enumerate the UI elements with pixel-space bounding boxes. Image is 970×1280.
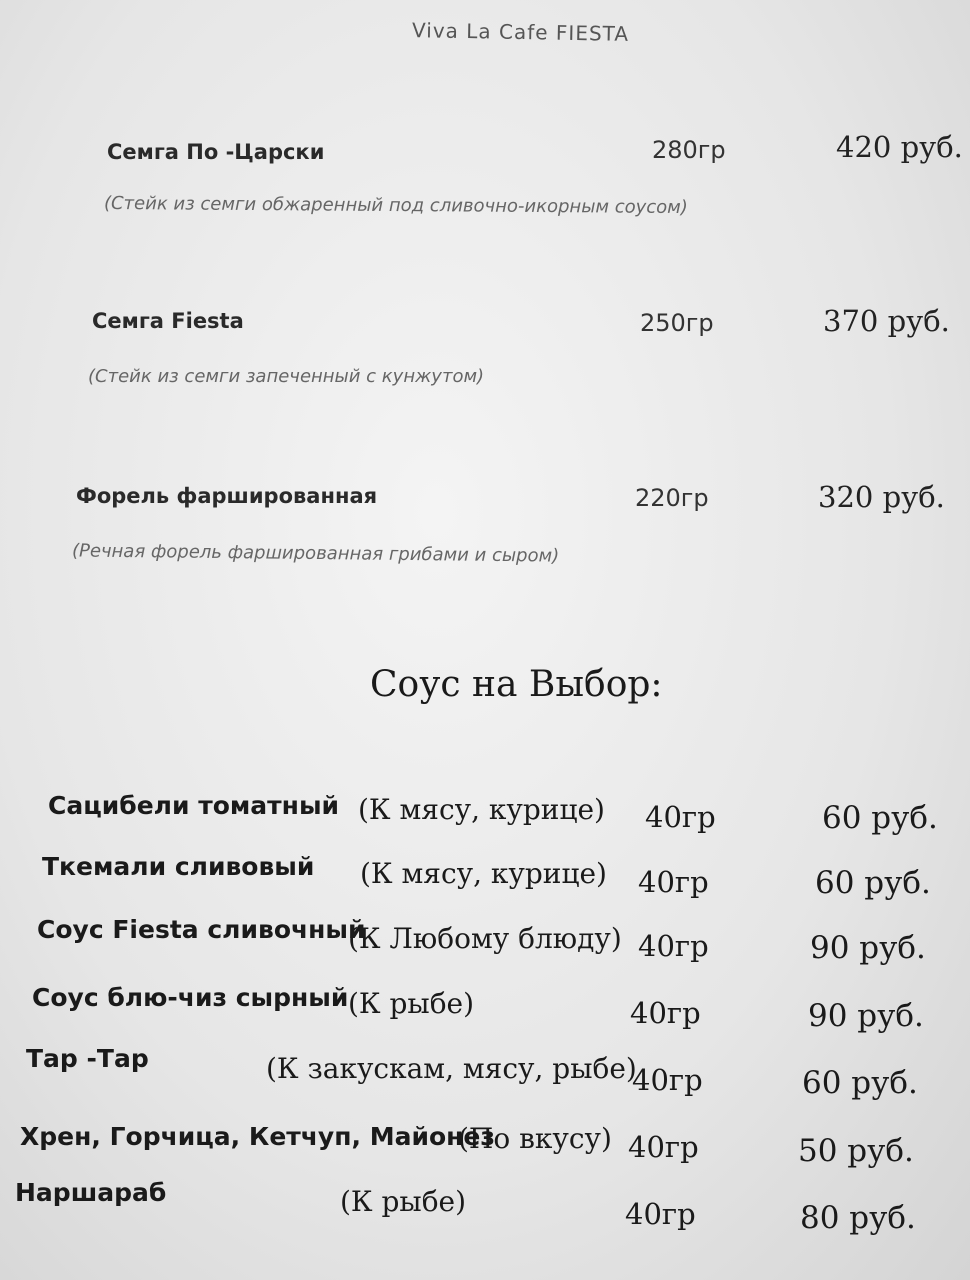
dish-weight: 250гр <box>640 309 714 337</box>
cafe-name-header: Viva La Cafe FIESTA <box>411 18 630 46</box>
sauce-price: 60 руб. <box>802 1065 918 1101</box>
sauce-price: 80 руб. <box>800 1200 916 1236</box>
dish-weight: 280гр <box>652 136 726 164</box>
sauce-name: Соус Fiesta сливочный <box>37 915 366 944</box>
sauce-weight: 40гр <box>638 865 709 899</box>
sauce-note: (К рыбе) <box>348 987 475 1020</box>
dish-weight: 220гр <box>635 484 709 512</box>
sauce-note: (К мясу, курице) <box>360 857 607 890</box>
sauce-price: 60 руб. <box>822 800 938 836</box>
dish-price: 320 руб. <box>818 480 945 514</box>
sauce-weight: 40гр <box>645 800 716 834</box>
sauce-note: (К Любому блюду) <box>348 922 622 955</box>
sauce-name: Тар -Тар <box>26 1044 149 1073</box>
dish-description: (Стейк из семги запеченный с кунжутом) <box>88 366 485 387</box>
sauce-name: Хрен, Горчица, Кетчуп, Майонез <box>20 1122 495 1151</box>
sauce-name: Ткемали сливовый <box>42 852 315 881</box>
sauce-weight: 40гр <box>628 1130 699 1164</box>
sauce-note: (К закускам, мясу, рыбе) <box>266 1052 637 1085</box>
sauce-note: (По вкусу) <box>458 1122 612 1155</box>
dish-name: Семга По -Царски <box>107 140 325 164</box>
sauce-name: Сацибели томатный <box>48 791 340 820</box>
sauce-note: (К мясу, курице) <box>358 793 605 826</box>
sauce-price: 90 руб. <box>808 998 924 1034</box>
sauce-weight: 40гр <box>638 929 709 963</box>
sauce-price: 60 руб. <box>815 865 931 901</box>
dish-name: Семга Fiesta <box>92 309 244 333</box>
sauce-price: 50 руб. <box>798 1133 914 1169</box>
sauce-name: Соус блю-чиз сырный <box>32 983 349 1012</box>
dish-description: (Стейк из семги обжаренный под сливочно-икорным соусом) <box>103 192 688 219</box>
dish-price: 420 руб. <box>836 130 963 164</box>
sauce-weight: 40гр <box>632 1063 703 1097</box>
sauce-price: 90 руб. <box>810 930 926 966</box>
dish-name: Форель фаршированная <box>76 484 378 508</box>
sauce-name: Наршараб <box>15 1178 167 1207</box>
sauce-weight: 40гр <box>630 996 701 1030</box>
sauce-weight: 40гр <box>625 1197 696 1231</box>
sauce-note: (К рыбе) <box>340 1185 467 1218</box>
dish-price: 370 руб. <box>823 304 950 338</box>
sauce-section-title: Соус на Выбор: <box>370 664 663 705</box>
dish-description: (Речная форель фаршированная грибами и сыром) <box>71 540 560 567</box>
